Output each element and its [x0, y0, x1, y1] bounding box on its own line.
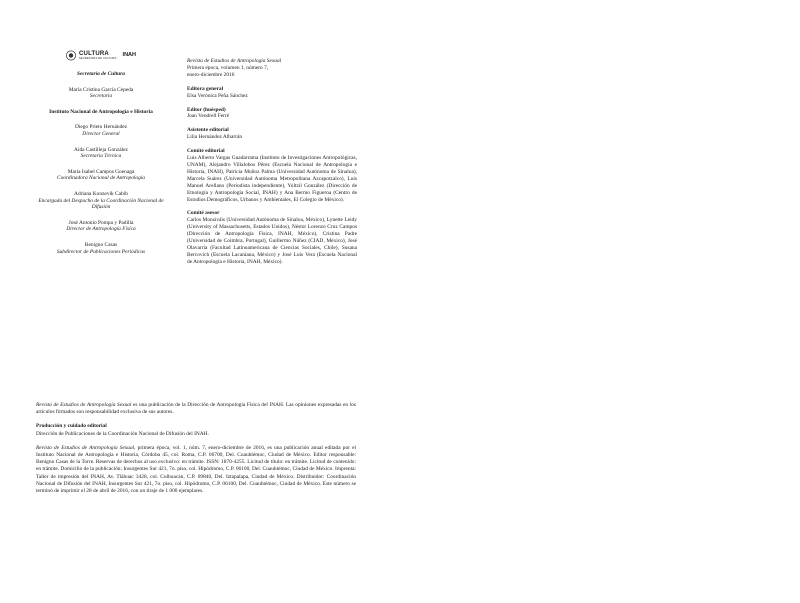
cultura-brand: CULTURA [79, 51, 109, 57]
credit-secretaria [36, 87, 166, 100]
person-name: Benigno Casas [84, 241, 118, 248]
publication-note-text: es una publicación de la Dirección de Antropología Física del INAH. Las opiniones expresadas en los artículos firmados son responsabilidad exclusiva de sus autores. [36, 402, 356, 416]
asistente-heading: Asistente editorial [187, 127, 229, 134]
person-role: Secretaria Técnica [80, 153, 122, 160]
editorial-credits [187, 58, 357, 273]
person-role: Secretaria [89, 93, 113, 100]
comite-asesor-members: Carlos Monsiváis (Universidad Autónoma de Sinaloa, México), Lynette Leidy (University of Massachusetts, Estados Unidos), Néstor Lorenzo Cruz Campos (Dirección de Antropología Física, INAH, México), Cristina Padre (Universidad de Coimbra, Portugal), Guillermo Núñez (CIAD, México), José Olavarría (Facultad Latinoamericana de Ciencias Sociales, Chile), Susana Bercovich (Escuela Lacaniana, México) y José Luis Vera (Escuela Nacional de Antropología e Historia, INAH, México). [187, 217, 357, 265]
editor-block [187, 107, 357, 121]
editora-heading: Editora general [187, 85, 224, 92]
journal-title-inline: Revista de Estudios de Antropología Sexual [36, 402, 132, 408]
editora-block [187, 86, 357, 100]
person-role: Director General [82, 130, 120, 137]
person-name: José Antonio Pompa y Padilla [68, 219, 134, 226]
credit-person [36, 242, 166, 255]
credit-person [36, 169, 166, 182]
person-role: Coordinadora Nacional de Antropología [57, 175, 145, 182]
produccion-heading: Producción y cuidado editorial [36, 423, 107, 430]
comite-asesor-block [187, 210, 357, 265]
imprint-block [36, 445, 356, 495]
cultura-brand-sub: SECRETARÍA DE CULTURA [79, 57, 117, 60]
logos [36, 50, 166, 61]
credit-person [36, 220, 166, 233]
asistente-block [187, 127, 357, 141]
inah-logo: INAH [122, 52, 136, 59]
institutional-credits [36, 50, 166, 264]
institute-heading: Instituto Nacional de Antropología e Historia [49, 108, 153, 115]
credit-person [36, 124, 166, 137]
editor-heading: Editor (huésped) [187, 106, 226, 113]
issue-line: Primera época, volumen 1, número 7, [187, 64, 269, 71]
comite-block [187, 148, 357, 203]
person-role: Director de Antropología Física [66, 226, 136, 233]
person-name: Diego Prieto Hernández [74, 124, 128, 131]
person-role: Subdirector de Publicaciones Periódicas [56, 248, 146, 255]
crest-icon [66, 50, 76, 61]
person-role: Encargada del Despacho de la Coordinación Nacional de Difusión [38, 197, 164, 211]
produccion-block [36, 423, 356, 437]
comite-heading: Comité editorial [187, 148, 225, 155]
imprint-text: , primera época, vol. 1, núm. 7, enero-diciembre de 2016, es una publicación anual editada por el Instituto Nacional de Antropología e Historia, Córdoba 45, col. Roma, C.P. 06700, Del. Cuauhtémoc, Ciudad de México. Editor responsable: Benigno Casas de la Torre. Reservas de derechos al uso exclusivo: en trámite. ISSN: 1870-4255. Licitud de título: en trámite. Licitud de contenido: en trámite. Domicilio de la publicación: Insurgentes Sur 421, 7o. piso, col. Hipódromo, C.P. 06100, Del. Cuauhtémoc, Ciudad de México. Imprenta: Taller de impresión del INAH, Av. Tláhuac 3428, col. Culhuacán, C.P. 09840, Del. Iztapalapa, Ciudad de México. Distribuidor: Coordinación Nacional de Difusión del INAH, Insurgentes Sur 421, 7o. piso, col. Hipódromo, C.P. 06100, Del. Cuauhtémoc, Ciudad de México. Este número se terminó de imprimir el 28 de abril de 2016, con un tiraje de 1 000 ejemplares. [36, 444, 356, 495]
person-name: María Isabel Campos Goenaga [67, 168, 135, 175]
credit-person [36, 147, 166, 160]
cultura-logo [66, 50, 117, 61]
journal-title: Revista de Estudios de Antropología Sexual [187, 58, 282, 64]
publication-note [36, 402, 356, 416]
person-name: María Cristina García Cepeda [68, 86, 134, 93]
produccion-text: Dirección de Publicaciones de la Coordinación Nacional de Difusión del INAH. [36, 430, 209, 437]
journal-info [187, 58, 357, 79]
comite-asesor-heading: Comité asesor [187, 210, 220, 217]
secretaria-heading: Secretaría de Cultura [77, 71, 125, 77]
date-line: enero-diciembre 2016 [187, 71, 235, 78]
comite-members: Luis Alberto Vargas Guadarrama (Instituto de Investigaciones Antropológicas, UNAM), Alejandro Villalobos Pérez (Escuela Nacional de Antropología e Historia, INAH), Patricia Muñoz Palma (Universidad Autónoma de Sinaloa), Marcela Suárez (Universidad Autónoma Metropolitana Azcapotzalco), Luis Manuel Arellano (Periodista independiente), Yoltzil González (Dirección de Etnología y Antropología Social, INAH) y Ana Bermo Figueroa (Centro de Estudios Demográficos, Urbanos y Ambientales, El Colegio de México). [187, 155, 357, 203]
asistente-name: Lilia Hernández Albarrán [187, 134, 243, 141]
credit-person [36, 191, 166, 211]
person-name: Aída Castilleja González [74, 146, 128, 153]
editora-name: Elsa Verónica Peña Sánchez [187, 92, 248, 99]
legal-notice [36, 402, 356, 502]
journal-title-inline: Revista de Estudios de Antropología Sexual [36, 444, 135, 451]
person-name: Adriana Konzevik Cabib [74, 190, 128, 197]
editor-name: Joan Vendrell Ferré [187, 113, 230, 120]
